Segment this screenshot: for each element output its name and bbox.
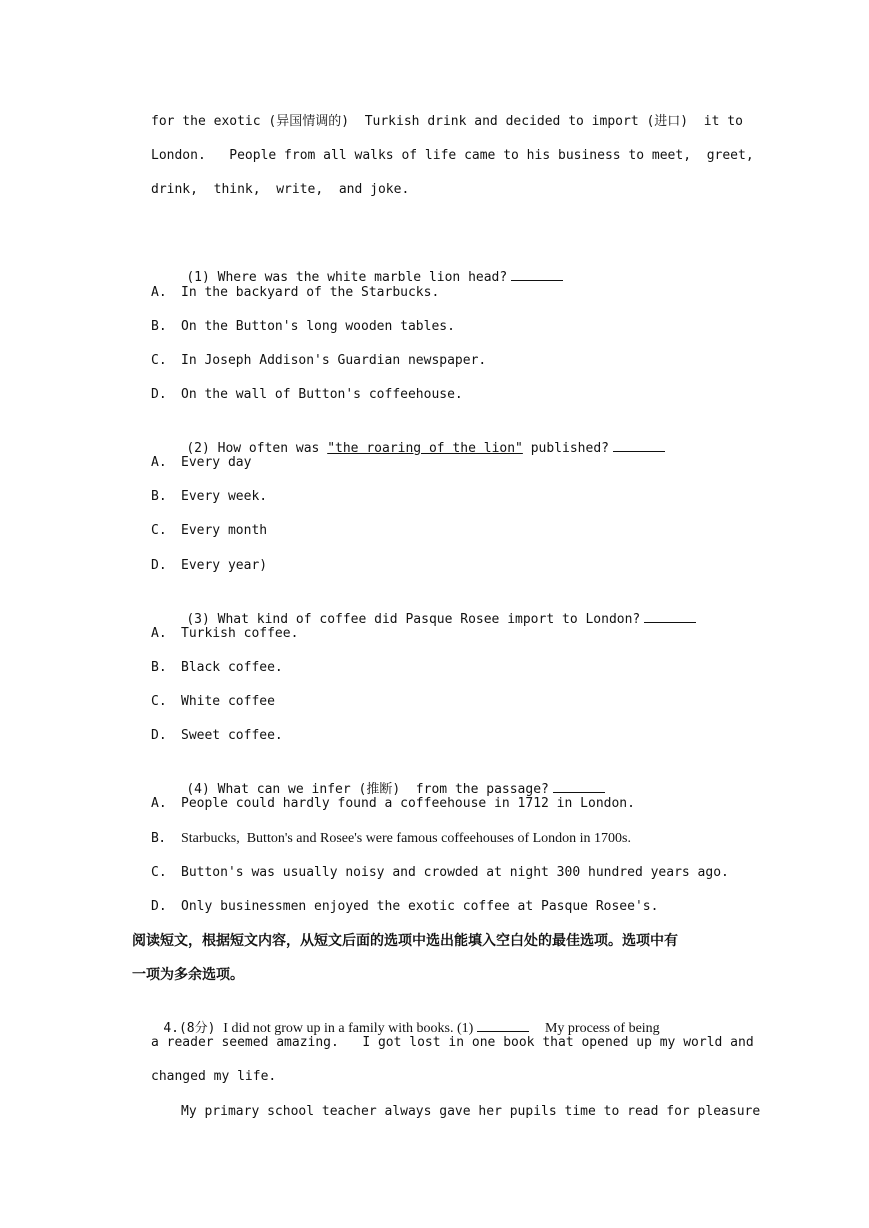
option-4c bbox=[151, 863, 729, 883]
option-2c bbox=[151, 521, 267, 541]
answer-blank-3[interactable] bbox=[644, 610, 696, 623]
option-text: Every day bbox=[181, 455, 252, 470]
question-2-text-b: published? bbox=[522, 441, 609, 456]
option-1a bbox=[151, 283, 439, 303]
option-1c bbox=[151, 351, 486, 371]
option-text: In the backyard of the Starbucks. bbox=[181, 285, 440, 300]
option-letter: A. bbox=[151, 796, 167, 811]
option-4d bbox=[151, 897, 658, 917]
option-1d bbox=[151, 385, 463, 405]
option-text: Black coffee. bbox=[181, 660, 283, 675]
option-letter: B. bbox=[151, 489, 167, 504]
answer-blank-2[interactable] bbox=[613, 439, 665, 452]
option-letter: D. bbox=[151, 558, 167, 573]
option-letter: C. bbox=[151, 694, 167, 709]
passage-line-1: for the exotic (异国情调的) Turkish drink and decided to import (进口) it to bbox=[151, 114, 743, 129]
option-letter: C. bbox=[151, 353, 167, 368]
option-3b bbox=[151, 658, 283, 678]
question-4-text: (4) What can we infer (推断) from the passage? bbox=[186, 782, 549, 797]
option-text: Turkish coffee. bbox=[181, 626, 299, 641]
option-text: Every week. bbox=[181, 489, 268, 504]
option-letter: D. bbox=[151, 728, 167, 743]
question-2-quote: "the roaring of the lion" bbox=[327, 441, 523, 456]
option-letter: A. bbox=[151, 626, 167, 641]
option-text: Only businessmen enjoyed the exotic coffee at Pasque Rosee's. bbox=[181, 899, 659, 914]
option-text: White coffee bbox=[181, 694, 275, 709]
option-text: In Joseph Addison's Guardian newspaper. bbox=[181, 353, 487, 368]
answer-blank-4[interactable] bbox=[553, 780, 605, 793]
option-letter: B. bbox=[151, 831, 166, 846]
option-letter: C. bbox=[151, 865, 167, 880]
option-letter: B. bbox=[151, 660, 167, 675]
question-2-text-a: (2) How often was bbox=[186, 441, 328, 456]
option-text: Button's was usually noisy and crowded at night 300 hundred years ago. bbox=[181, 865, 729, 880]
option-2a bbox=[151, 453, 251, 473]
option-letter: C. bbox=[151, 523, 167, 538]
question-1-text: (1) Where was the white marble lion head? bbox=[186, 270, 508, 285]
question-3-text: (3) What kind of coffee did Pasque Rosee import to London? bbox=[186, 612, 641, 627]
question-4-line-4: My primary school teacher always gave her pupils time to read for pleasure bbox=[181, 1104, 761, 1119]
question-4-line-2: a reader seemed amazing. I got lost in one book that opened up my world and bbox=[151, 1035, 754, 1050]
option-letter: D. bbox=[151, 387, 167, 402]
option-4a bbox=[151, 794, 635, 814]
question-4-text-b: My process of being bbox=[544, 1021, 660, 1036]
option-letter: A. bbox=[151, 455, 167, 470]
option-text: Sweet coffee. bbox=[181, 728, 283, 743]
passage-line-2: London. People from all walks of life came to his business to meet, greet, bbox=[151, 148, 754, 163]
section-instruction-line-1: 阅读短文，根据短文内容，从短文后面的选项中选出能填入空白处的最佳选项。选项中有 bbox=[132, 933, 678, 949]
option-text: On the wall of Button's coffeehouse. bbox=[181, 387, 463, 402]
option-1b bbox=[151, 317, 455, 337]
section-instruction-line-2: 一项为多余选项。 bbox=[132, 967, 244, 983]
option-text: On the Button's long wooden tables. bbox=[181, 319, 455, 334]
option-text: Every year) bbox=[181, 558, 268, 573]
option-3d bbox=[151, 726, 283, 746]
option-text: Starbucks, Button's and Rosee's were famous coffeehouses of London in 1700s. bbox=[181, 831, 631, 846]
question-4-text-a: I did not grow up in a family with books. (1) bbox=[223, 1021, 474, 1036]
option-text: Every month bbox=[181, 523, 268, 538]
option-3c bbox=[151, 692, 275, 712]
answer-blank-4-1[interactable] bbox=[477, 1019, 529, 1032]
option-2d bbox=[151, 556, 267, 576]
option-2b bbox=[151, 487, 267, 507]
option-letter: D. bbox=[151, 899, 167, 914]
option-3a bbox=[151, 624, 298, 644]
passage-line-3: drink, think, write, and joke. bbox=[151, 182, 410, 197]
option-letter: B. bbox=[151, 319, 167, 334]
option-letter: A. bbox=[151, 285, 167, 300]
question-4-number: 4.(8分) bbox=[163, 1021, 216, 1036]
option-4b bbox=[151, 829, 631, 849]
answer-blank-1[interactable] bbox=[511, 268, 563, 281]
option-text: People could hardly found a coffeehouse in 1712 in London. bbox=[181, 796, 635, 811]
question-4-line-3: changed my life. bbox=[151, 1069, 277, 1084]
